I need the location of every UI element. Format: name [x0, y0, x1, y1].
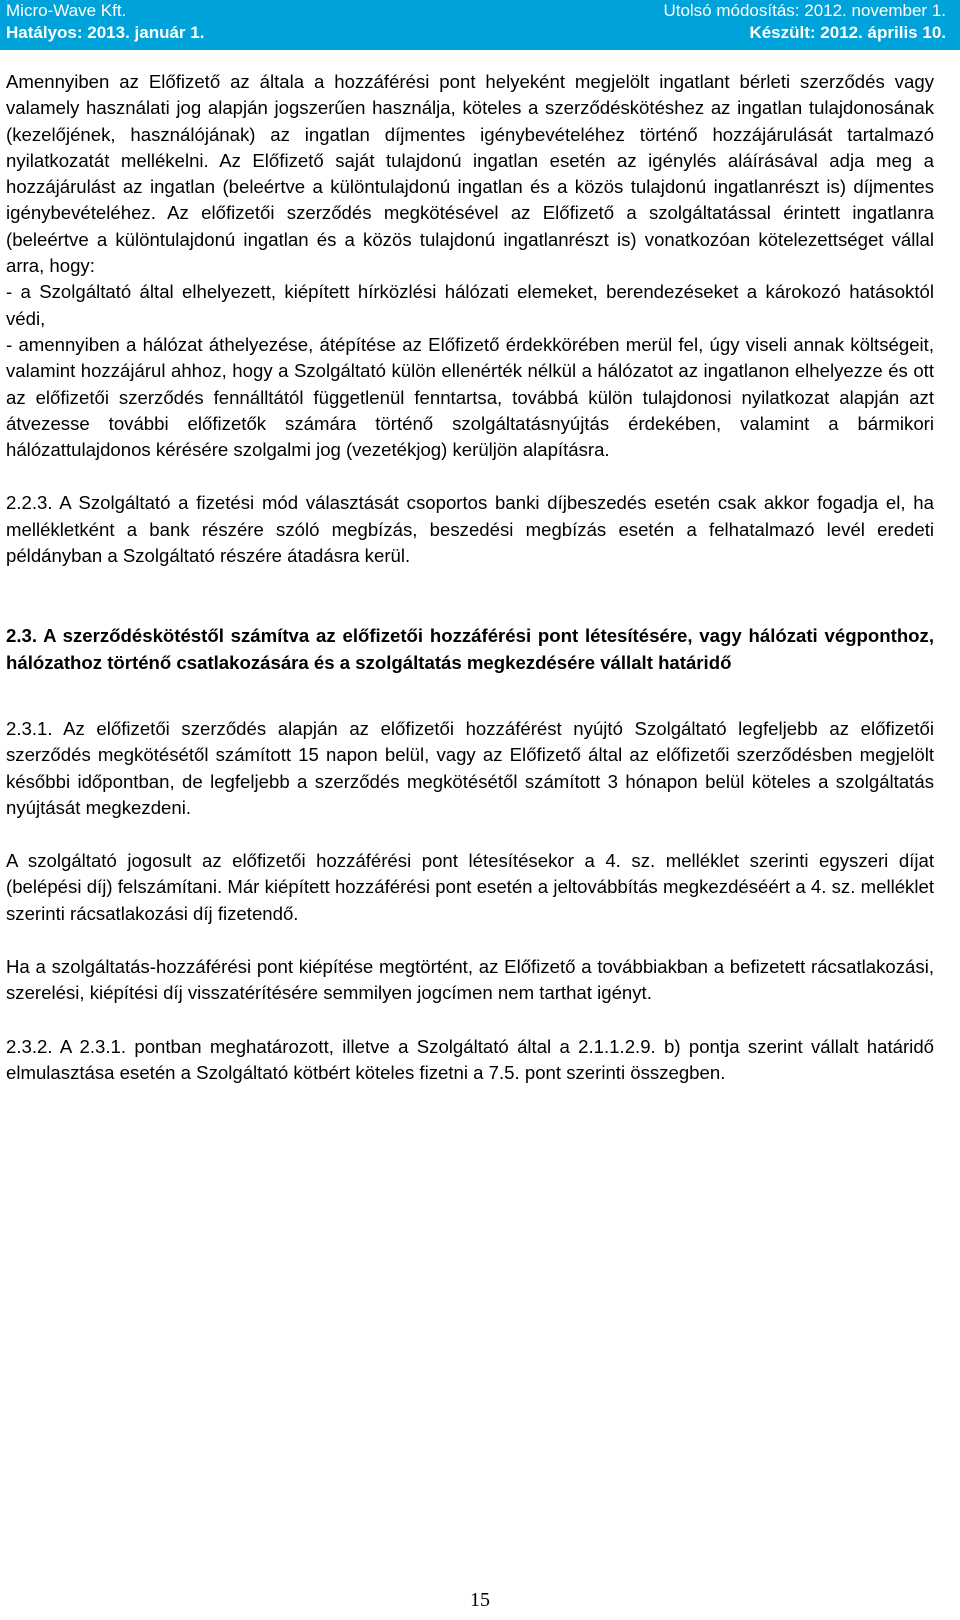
- company-name: Micro-Wave Kft.: [6, 1, 127, 20]
- page-number: 15: [470, 1589, 490, 1611]
- paragraph-2-3-1: 2.3.1. Az előfizetői szerződés alapján az előfizetői hozzáférést nyújtó Szolgáltató legfeljebb az előfizetői szerződés megkötésétől számított 15 napon belül, vagy az Előfizető által az előfizetői szerződésben megjelölt későbbi időpontban, de legfeljebb a szerződés megkötésétől számított 3 hónapon belül köteles a szolgáltatás nyújtását megkezdeni.: [6, 717, 934, 818]
- effective-date: Hatályos: 2013. január 1.: [6, 23, 205, 42]
- header-row-top: [6, 1, 946, 21]
- paragraph-connection-fee: A szolgáltató jogosult az előfizetői hozzáférési pont létesítésekor a 4. sz. melléklet szerinti egyszeri díjat (belépési díj) felszámítani. Már kiépített hozzáférési pont esetén a jeltovábbítás megkezdéséért a 4. sz. melléklet szerinti rácsatlakozási díj fizetendő.: [6, 850, 934, 924]
- paragraph-2-3-2: 2.3.2. A 2.3.1. pontban meghatározott, illetve a Szolgáltató által a 2.1.1.2.9. b) pontja szerint vállalt határidő elmulasztása esetén a Szolgáltató kötbért köteles fizetni a 7.5. pont szerinti összegben.: [6, 1035, 934, 1083]
- paragraph-no-refund: Ha a szolgáltatás-hozzáférési pont kiépítése megtörtént, az Előfizető a továbbiakban a befizetett rácsatlakozási, szerelési, kiépítési díj visszatérítésére semmilyen jogcímen nem tarthat igényt.: [6, 956, 934, 1004]
- section-heading-2-3: 2.3. A szerződéskötéstől számítva az előfizetői hozzáférési pont létesítésére, vagy hálózati végponthoz, hálózathoz történő csatlakozására és a szolgáltatás megkezdésére vállalt határidő: [6, 625, 934, 673]
- document-body: [6, 69, 934, 1086]
- document-header: [0, 0, 960, 50]
- list-item-protect-network: - a Szolgáltató által elhelyezett, kiépített hírközlési hálózati elemeket, berendezéseket a károkozó hatásoktól védi,: [6, 281, 934, 329]
- last-modified-date: Utolsó módosítás: 2012. november 1.: [663, 1, 946, 20]
- paragraph-2-2-3: 2.2.3. A Szolgáltató a fizetési mód választását csoportos banki díjbeszedés esetén csak akkor fogadja el, ha mellékletként a bank részére szóló megbízás, beszedési megbízás esetén a felhatalmazó levél eredeti példányban a Szolgáltató részére átadásra kerül.: [6, 492, 934, 567]
- paragraph-consent: Amennyiben az Előfizető az általa a hozzáférési pont helyeként megjelölt ingatlant bérleti szerződés vagy valamely használati jog alapján jogszerűen használja, köteles a szerződéskötéshez az ingatlan tulajdonosának (kezelőjének, használójának) az ingatlan díjmentes igénybevételéhez történő hozzájárulását tartalmazó nyilatkozatát mellékelni. Az Előfizető saját tulajdonú ingatlan esetén az igénylés aláírásával adja meg a hozzájárulást az ingatlan (beleértve a különtulajdonú ingatlan és a közös tulajdonú ingatlanrészt is) díjmentes igénybevételéhez. Az előfizetői szerződés megkötésével az Előfizető a szolgáltatással érintett ingatlanra (beleértve a különtulajdonú ingatlan és a közös tulajdonú ingatlanrészt is) vonatkozóan kötelezettséget vállal arra, hogy:: [6, 71, 934, 277]
- created-date: Készült: 2012. április 10.: [749, 23, 946, 42]
- list-item-relocation-costs: - amennyiben a hálózat áthelyezése, átépítése az Előfizető érdekkörében merül fel, úgy viseli annak költségeit, valamint hozzájárul ahhoz, hogy a Szolgáltató külön ellenérték nélkül a hálózatot az ingatlanon elhelyezze és ott az előfizetői szerződés fennálltától függetlenül fenntartsa, továbbá külön tulajdonosi nyilatkozat alapján azt átvezesse további előfizetők számára történő szolgáltatásnyújtás érdekében, valamint a bármikori hálózattulajdonos kérésére szolgalmi jog (vezetékjog) kerüljön alapításra.: [6, 333, 934, 461]
- header-row-bottom: [6, 23, 946, 43]
